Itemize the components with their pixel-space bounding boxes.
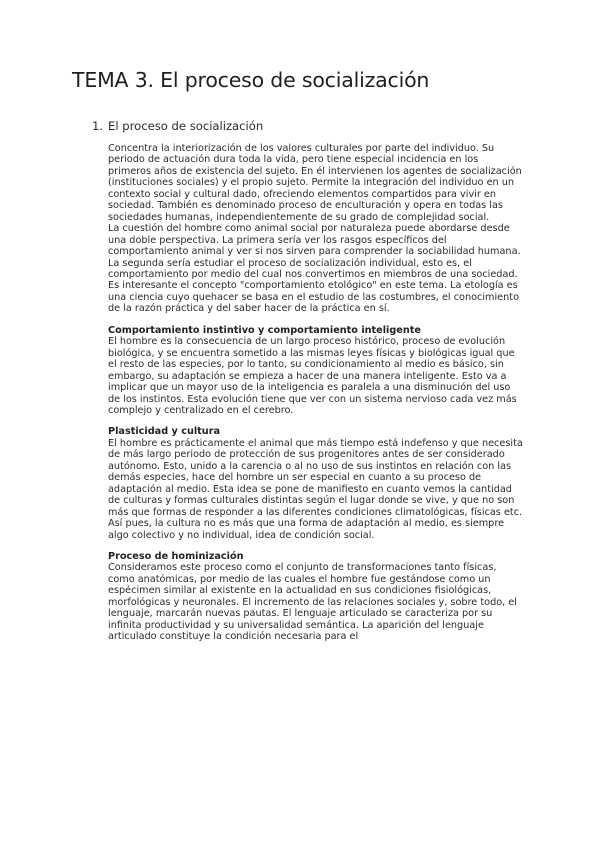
subsection-heading: Plasticidad y cultura xyxy=(108,426,221,438)
section-heading xyxy=(92,119,263,133)
intro-paragraph: La cuestión del hombre como animal social por naturaleza puede abordarse desde una doble perspectiva. La primera sería ver los rasgos específicos del comportamiento animal y ver si nos sirven para comprender la sociabilidad humana. La segunda sería estudiar el proceso de socialización individual, esto es, el comportamiento por medio del cual nos convertimos en miembros de una sociedad. xyxy=(108,223,521,280)
section-number: 1. xyxy=(92,119,104,133)
intro-paragraph: Es interesante el concepto "comportamiento etológico" en este tema. La etología es una ciencia cuyo quehacer se basa en el estudio de las costumbres, el conocimiento de la razón práctica y del saber hacer de la práctica en sí. xyxy=(108,280,519,315)
intro-paragraph: Concentra la interiorización de los valores culturales por parte del individuo. Su periodo de actuación dura toda la vida, pero tiene especial incidencia en los primeros años de existencia del sujeto. En él intervienen los agentes de socialización (instituciones sociales) y el propio sujeto. Permite la integración del individuo en un contexto social y cultural dado, ofreciendo elementos compartidos para vivir en sociedad. También es denominado proceso de enculturación y opera en todas las sociedades humanas, independientemente de su grado de complejidad social. xyxy=(108,143,522,223)
subsection-paragraph: Consideramos este proceso como el conjunto de transformaciones tanto físicas, como anatómicas, por medio de las cuales el hombre fue gestándose como un espécimen similar al existente en la actualidad en sus condiciones fisiológicas, morfológicas y neuronales. El incremento de las relaciones sociales y, sobre todo, el lenguaje, marcarán nuevas pautas. El lenguaje articulado se caracteriza por su infinita productividad y su universalidad semántica. La aparición del lenguaje articulado constituye la condición necesaria para el xyxy=(108,562,517,643)
subsection-heading: Comportamiento instintivo y comportamiento inteligente xyxy=(108,324,421,336)
page-title: TEMA 3. El proceso de socialización xyxy=(72,68,430,92)
document-body xyxy=(108,143,524,643)
section-heading-text: El proceso de socialización xyxy=(108,119,264,133)
subsection-paragraph: El hombre es prácticamente el animal que más tiempo está indefenso y que necesita de más largo periodo de protección de sus progenitores antes de ser considerado autónomo. Esto, unido a la carencia o al no uso de sus instintos en relación con las demás especies, hace del hombre un ser especial en cuanto a su proceso de adaptación al medio. Esta idea se pone de manifiesto en cuanto vemos la cantidad de culturas y formas culturales distintas según el lugar donde se vive, y que no son más que formas de responder a las diferentes condiciones climatológicas, físicas etc. Así pues, la cultura no es más que una forma de adaptación al medio, es siempre algo colectivo y no individual, idea de condición social. xyxy=(108,437,523,541)
subsection-paragraph: El hombre es la consecuencia de un largo proceso histórico, proceso de evolución biológica, y se encuentra sometido a las mismas leyes físicas y biológicas igual que el resto de las especies, por lo tanto, su condicionamiento al medio es básico, sin embargo, su adaptación se empieza a hacer de una manera inteligente. Esto va a implicar que un mayor uso de la inteligencia es paralela a una disminución del uso de los instintos. Esta evolución tiene que ver con un sistema nervioso cada vez más complejo y centralizado en el cerebro. xyxy=(108,336,517,416)
subsection-heading: Proceso de hominización xyxy=(108,550,244,562)
